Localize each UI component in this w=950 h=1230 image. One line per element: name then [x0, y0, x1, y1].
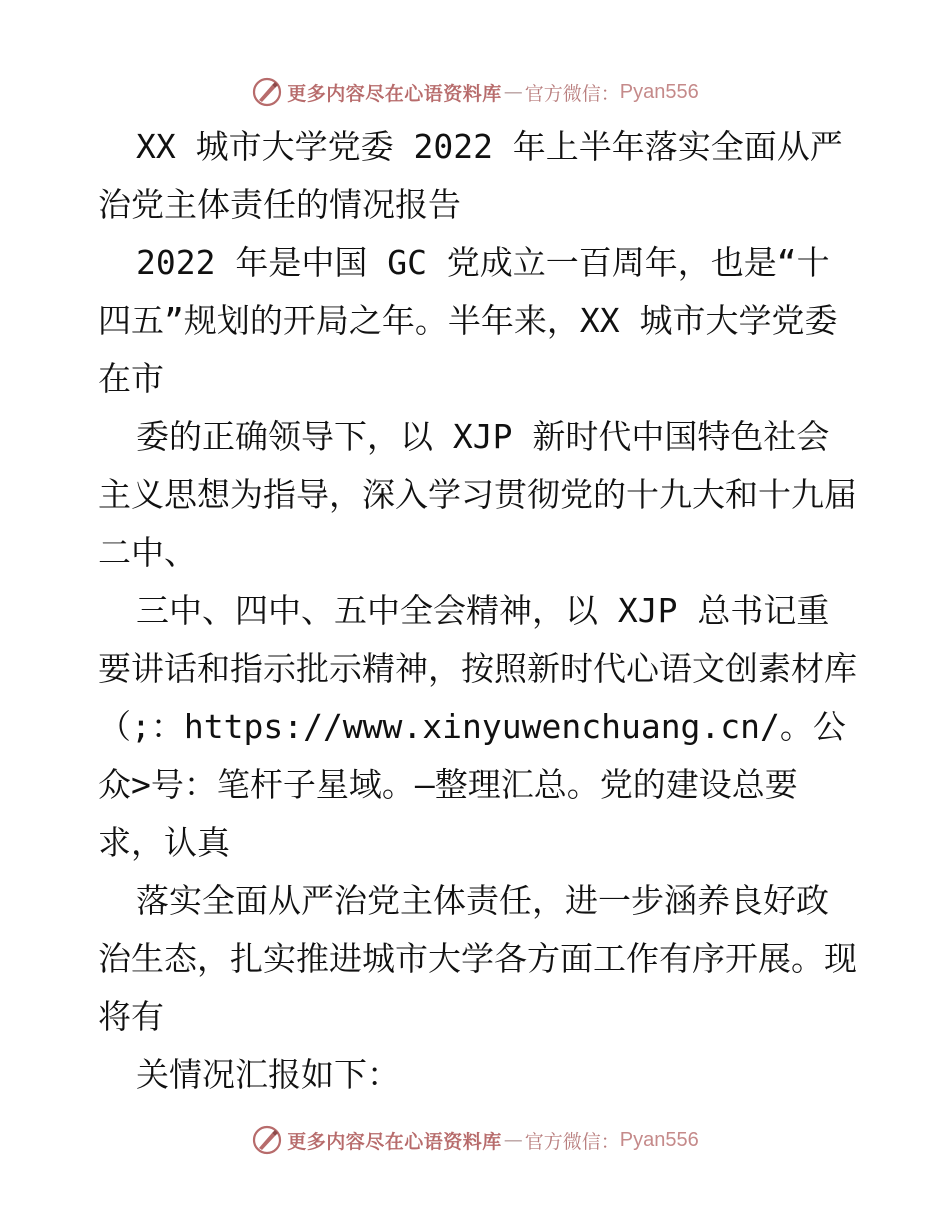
watermark-text: 更多内容尽在心语资料库: [287, 1130, 502, 1153]
body-paragraph: 2022 年是中国 GC 党成立一百周年，也是“十四五”规划的开局之年。半年来，XX 城市大学党委在市: [98, 243, 838, 398]
pen-logo-icon: [251, 1124, 283, 1156]
body-paragraph: 三中、四中、五中全会精神，以 XJP 总书记重要讲话和指示批示精神，按照新时代心语文创素材库（;：https://www.xinyuwenchuang.cn/。公众>号：笔杆子星域。—整理汇总。党的建设总要求，认真: [98, 591, 857, 862]
watermark-text: 更多内容尽在心语资料库: [287, 82, 502, 105]
wechat-id: Pyan556: [619, 1128, 699, 1151]
wechat-label: 官方微信：: [524, 82, 620, 105]
document-title: XX 城市大学党委 2022 年上半年落实全面从严治党主体责任的情况报告: [98, 127, 843, 224]
document-body: [98, 118, 858, 1104]
watermark-dash: —: [503, 81, 523, 103]
pen-logo-icon: [251, 76, 283, 108]
body-paragraph: 关情况汇报如下：: [136, 1055, 400, 1094]
watermark-banner-top: [0, 72, 950, 112]
body-paragraph: 落实全面从严治党主体责任，进一步涵养良好政治生态，扎实推进城市大学各方面工作有序开展。现将有: [98, 881, 857, 1036]
wechat-label: 官方微信：: [524, 1130, 620, 1153]
body-paragraph: 委的正确领导下，以 XJP 新时代中国特色社会主义思想为指导，深入学习贯彻党的十九大和十九届二中、: [98, 417, 857, 572]
wechat-id: Pyan556: [619, 80, 699, 103]
watermark-banner-bottom: [0, 1120, 950, 1160]
watermark-dash: —: [503, 1129, 523, 1151]
